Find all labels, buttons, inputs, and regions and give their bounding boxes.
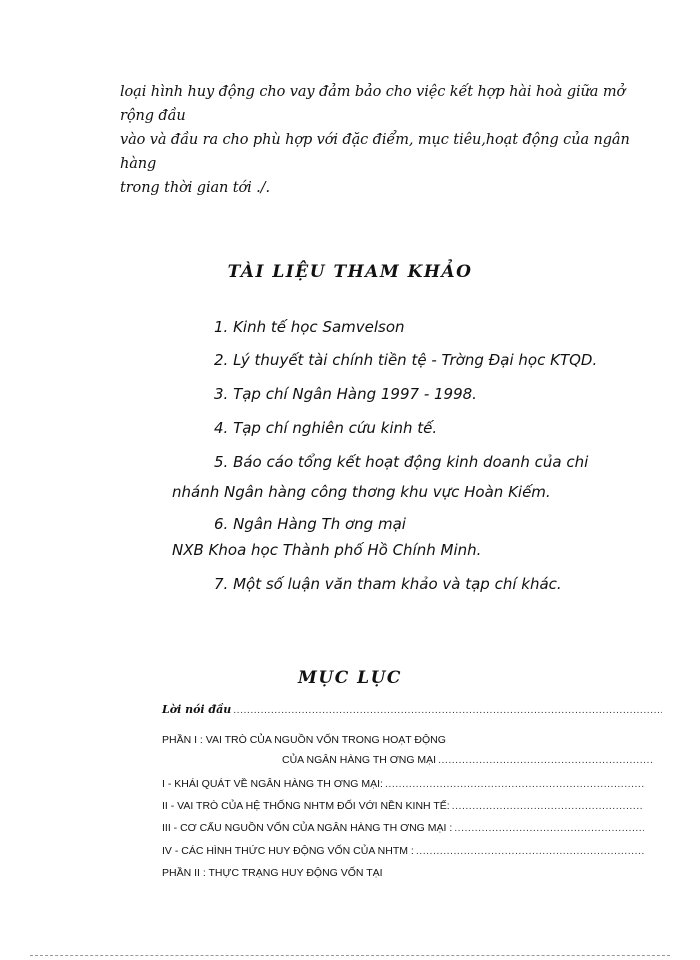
toc-leader-dots (438, 754, 652, 766)
toc-entry (162, 732, 662, 746)
toc-entry-label: III - CƠ CẤU NGUỒN VỐN CỦA NGÂN HÀNG TH ƠNG MẠI : (162, 822, 453, 834)
toc-entry-label: PHẦN I : VAI TRÒ CỦA NGUỒN VỐN TRONG HOẠT ĐỘNG (162, 734, 446, 746)
toc-entry (162, 798, 644, 812)
toc-entry-label: Lời nói đầu (162, 703, 232, 716)
toc-entry (282, 752, 652, 766)
toc-heading: MỤC LỤC (298, 668, 402, 688)
toc-leader-dots (385, 778, 644, 790)
intro-line: loại hình huy động cho vay đảm bảo cho việc kết hợp hài hoà giữa mở rộng đầu (120, 84, 626, 124)
reference-item-continuation: NXB Khoa học Thành phố Hồ Chính Minh. (172, 541, 482, 559)
toc-leader-dots (452, 800, 644, 812)
reference-item: 4. Tạp chí nghiên cứu kinh tế. (214, 419, 438, 437)
toc-entry (162, 776, 644, 790)
toc-entry (162, 702, 662, 716)
intro-line: vào và đầu ra cho phù hợp với đặc điểm, mục tiêu,hoạt động của ngân hàng (120, 132, 630, 172)
reference-item: 7. Một số luận văn tham khảo và tạp chí khác. (214, 575, 562, 593)
references-heading: TÀI LIỆU THAM KHẢO (227, 262, 473, 282)
toc-leader-dots (233, 704, 662, 716)
reference-item: 2. Lý thuyết tài chính tiền tệ - Trờng Đại học KTQD. (214, 351, 598, 369)
toc-leader-dots (454, 822, 644, 834)
intro-paragraph (120, 80, 640, 200)
intro-line: trong thời gian tới ./. (120, 180, 270, 196)
toc-entry (162, 820, 644, 834)
toc-entry-label: II - VAI TRÒ CỦA HỆ THỐNG NHTM ĐỐI VỚI NỀN KINH TẾ: (162, 800, 450, 812)
toc-entry (162, 843, 644, 857)
toc-entry-label: IV - CÁC HÌNH THỨC HUY ĐỘNG VỐN CỦA NHTM : (162, 845, 414, 857)
toc-leader-dots (416, 845, 644, 857)
reference-item: 5. Báo cáo tổng kết hoạt động kinh doanh của chi (214, 453, 589, 471)
reference-item-continuation: nhánh Ngân hàng công thơng khu vực Hoàn Kiếm. (172, 483, 551, 501)
toc-entry-label: I - KHÁI QUÁT VỀ NGÂN HÀNG TH ƠNG MẠI: (162, 778, 383, 790)
toc-entry-label: CỦA NGÂN HÀNG TH ƠNG MẠI (282, 754, 437, 766)
reference-item: 3. Tạp chí Ngân Hàng 1997 - 1998. (214, 385, 477, 403)
toc-entry (162, 865, 662, 879)
page-bottom-rule (30, 955, 670, 956)
reference-item: 6. Ngân Hàng Th ơng mại (214, 515, 406, 533)
reference-item: 1. Kinh tế học Samvelson (214, 318, 405, 336)
toc-entry-label: PHẦN II : THỰC TRẠNG HUY ĐỘNG VỐN TẠI (162, 867, 383, 879)
